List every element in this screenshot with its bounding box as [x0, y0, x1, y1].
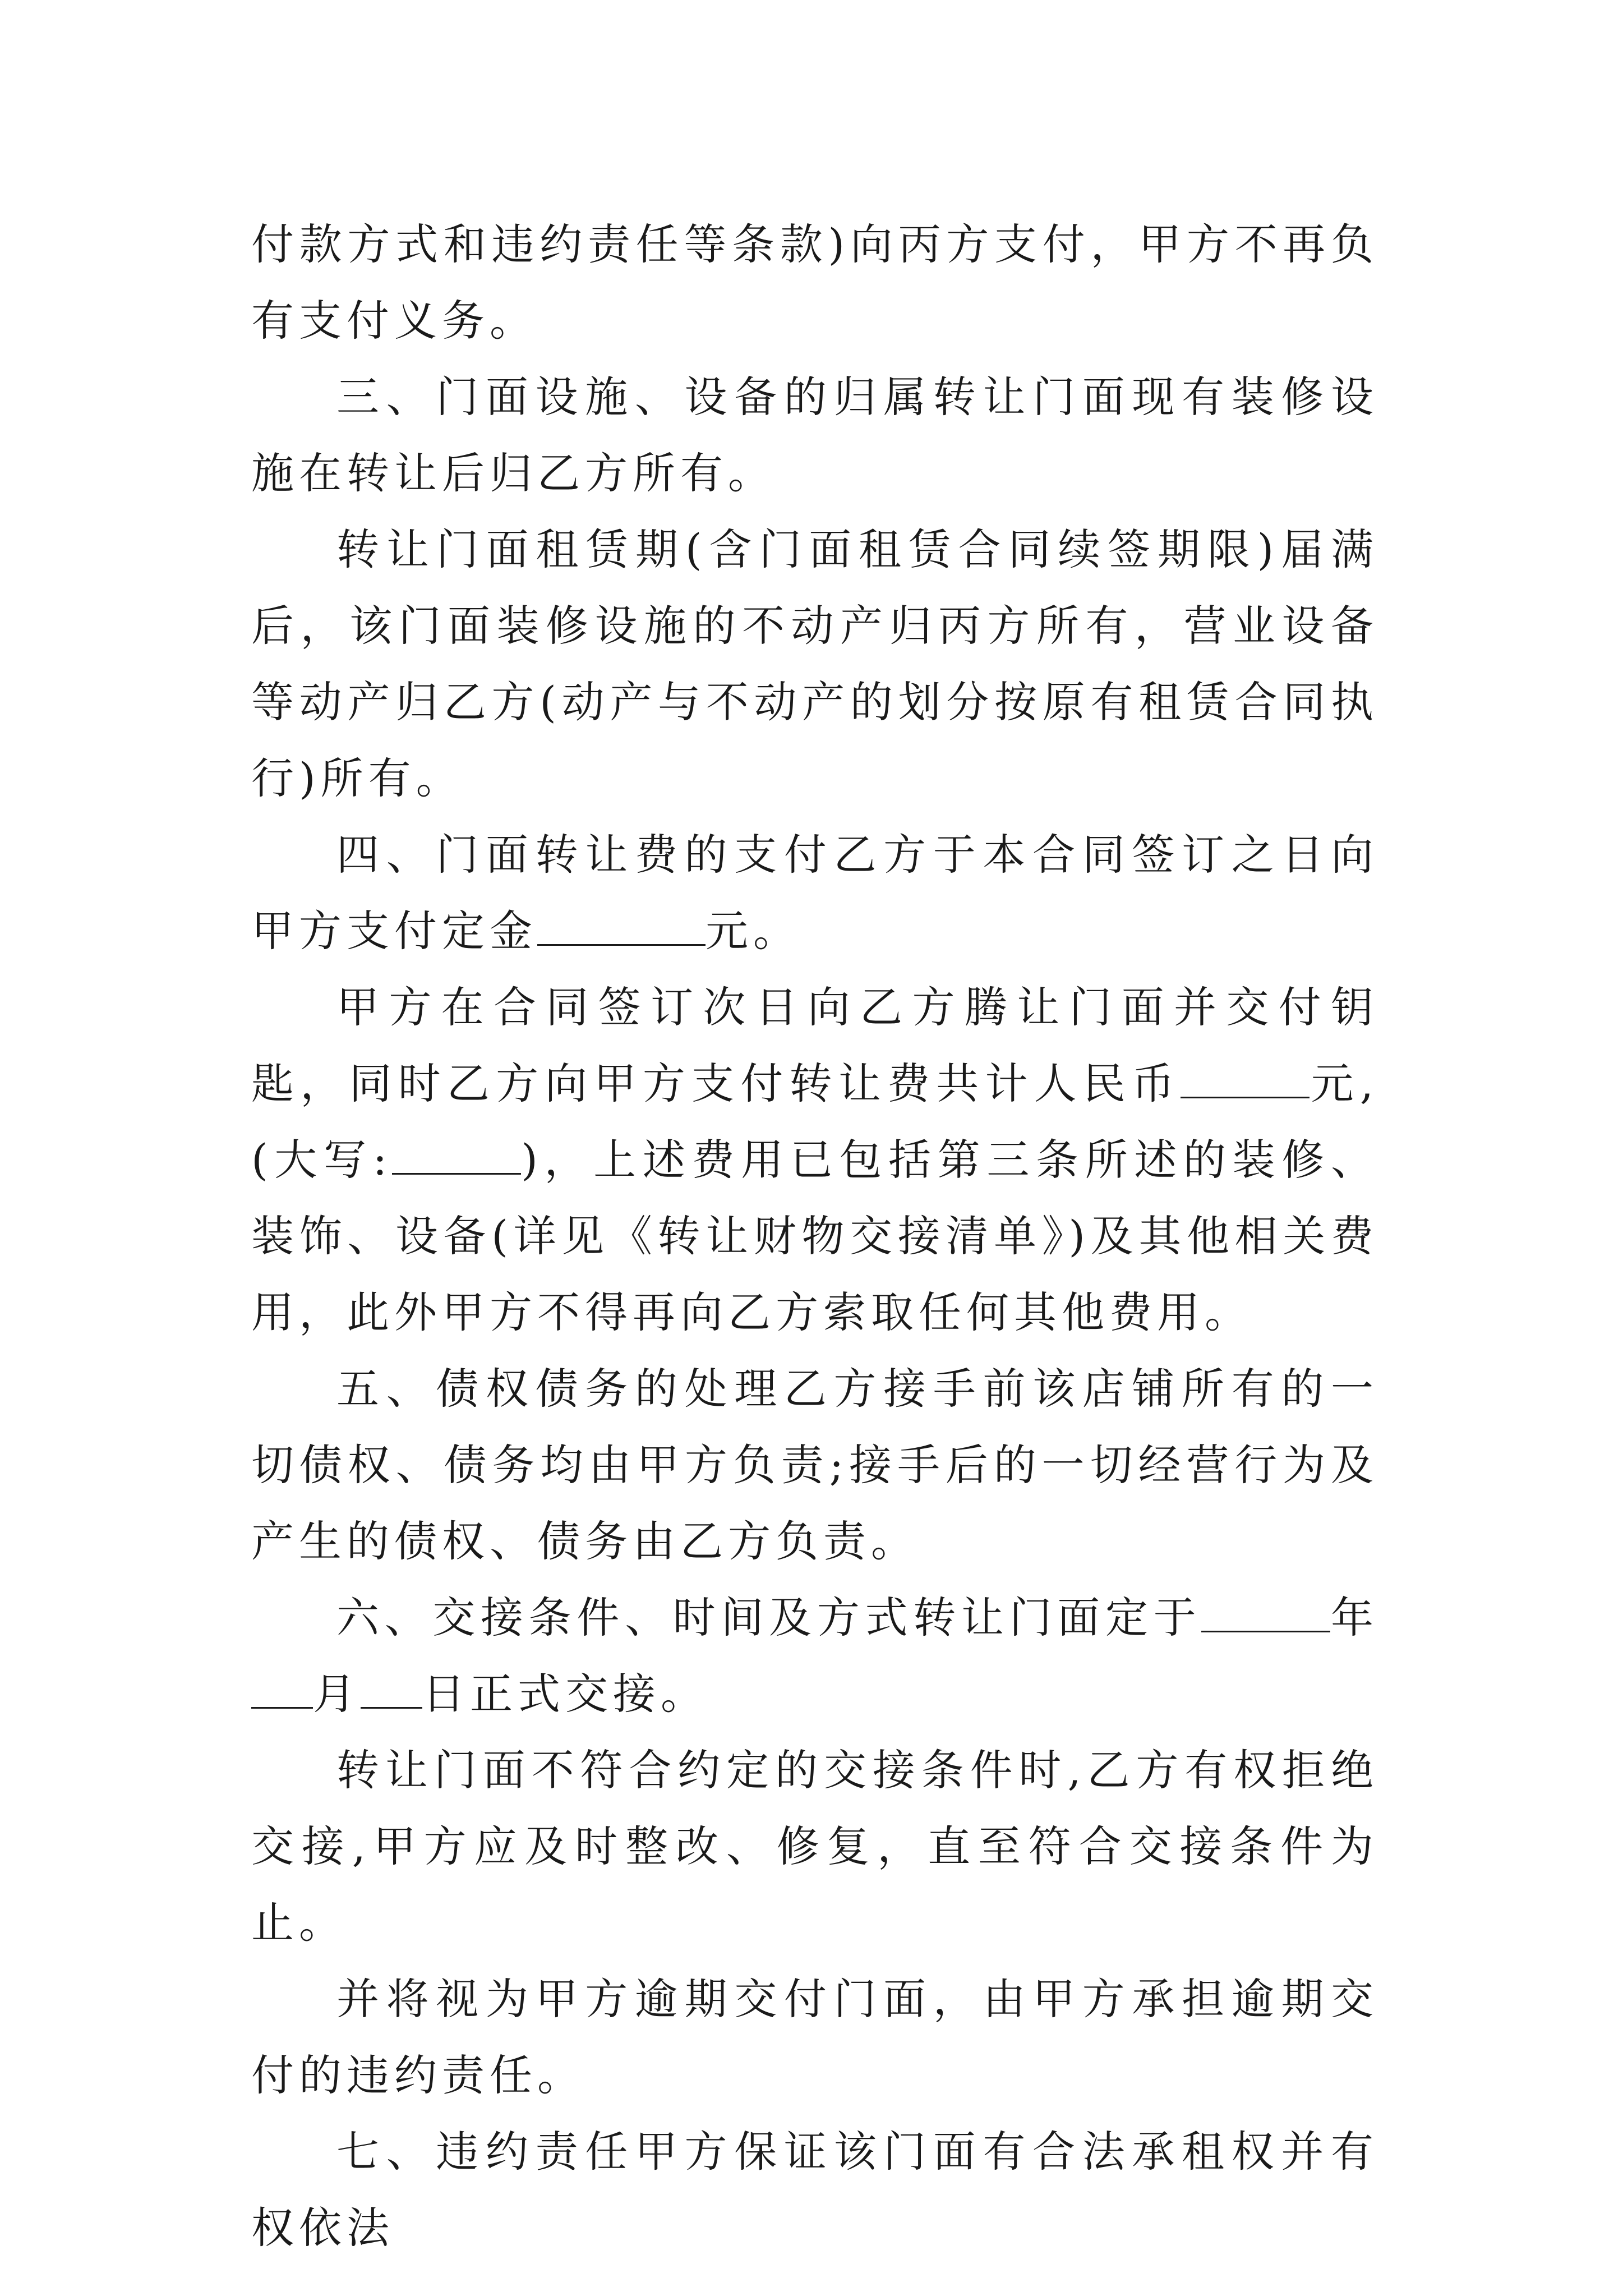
deposit-amount-blank	[537, 908, 706, 946]
handover-day-label: 日正式交接。	[422, 1669, 708, 1719]
handover-month-blank	[251, 1671, 313, 1709]
paragraph-clause-4-deposit	[251, 817, 1378, 969]
transfer-fee-remainder: )，上述费用已包括第三条所述的装修、装饰、设备(详见《转让财物交接清单》)及其他相关费用，此外甲方不得再向乙方索取任何其他费用。	[251, 1135, 1378, 1337]
paragraph-transfer-fee	[251, 969, 1378, 1351]
deposit-text: 四、门面转让费的支付乙方于本合同签订之日向甲方支付定金	[251, 830, 1378, 956]
handover-year-label: 年	[1330, 1593, 1379, 1642]
paragraph-late-delivery: 并将视为甲方逾期交付门面，由甲方承担逾期交付的违约责任。	[251, 1974, 1378, 2100]
paragraph-clause-7-liability: 七、违约责任甲方保证该门面有合法承租权并有权依法	[251, 2127, 1378, 2253]
transfer-fee-capital-blank	[392, 1137, 521, 1175]
transfer-fee-capital-label: 元,(大写:	[251, 1059, 1378, 1185]
paragraph-payment-continuation: 付款方式和违约责任等条款)向丙方支付，甲方不再负有支付义务。	[251, 219, 1378, 346]
deposit-unit: 元。	[706, 906, 801, 956]
handover-day-blank	[361, 1671, 422, 1709]
transfer-fee-text: 甲方在合同签订次日向乙方腾让门面并交付钥匙，同时乙方向甲方支付转让费共计人民币	[251, 982, 1378, 1108]
document-body	[251, 206, 1378, 2266]
handover-month-label: 月	[313, 1669, 361, 1719]
transfer-fee-amount-blank	[1181, 1061, 1310, 1098]
handover-year-blank	[1201, 1595, 1330, 1632]
paragraph-clause-6-handover	[251, 1580, 1378, 1732]
handover-text: 六、交接条件、时间及方式转让门面定于	[336, 1593, 1202, 1642]
paragraph-clause-3-facilities: 三、门面设施、设备的归属转让门面现有装修设施在转让后归乙方所有。	[251, 372, 1378, 498]
paragraph-lease-expiry: 转让门面租赁期(含门面租赁合同续签期限)届满后，该门面装修设施的不动产归丙方所有，营业设备等动产归乙方(动产与不动产的划分按原有租赁合同执行)所有。	[251, 524, 1378, 803]
paragraph-handover-refusal: 转让门面不符合约定的交接条件时,乙方有权拒绝交接,甲方应及时整改、修复，直至符合交接条件为止。	[251, 1745, 1378, 1948]
paragraph-clause-5-debts: 五、债权债务的处理乙方接手前该店铺所有的一切债权、债务均由甲方负责;接手后的一切经营行为及产生的债权、债务由乙方负责。	[251, 1364, 1378, 1566]
